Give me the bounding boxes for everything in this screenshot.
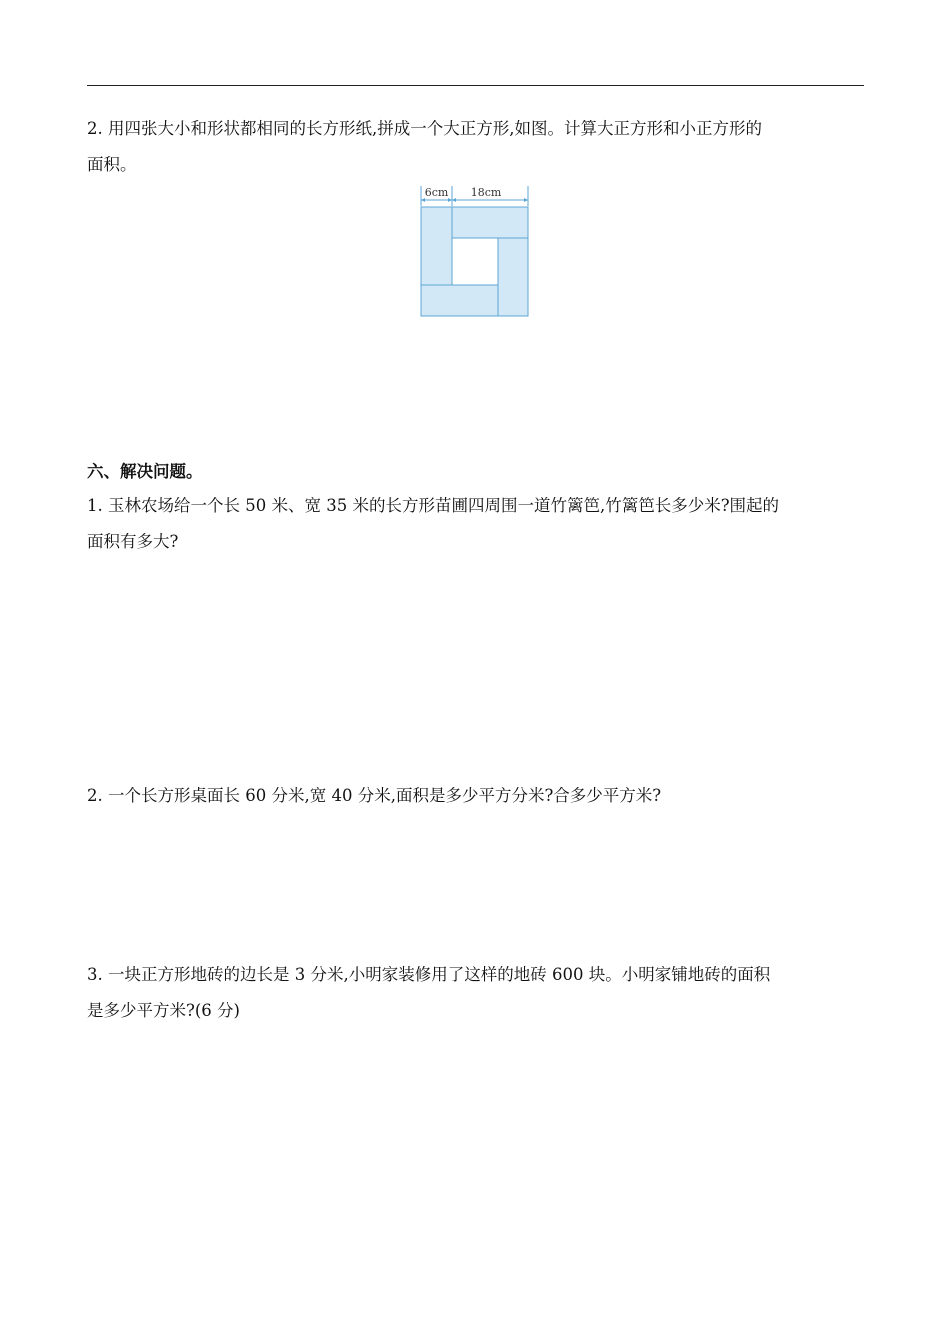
section-6-heading: 六、解决问题。 [87,462,203,481]
arrow-icon [524,198,528,202]
label-18cm: 18cm [470,186,502,199]
header-rule [87,85,864,86]
rect-bottom [421,285,498,316]
rect-top [452,207,528,238]
question-6-1-line-1: 1. 玉林农场给一个长 50 米、宽 35 米的长方形苗圃四周围一道竹篱笆,竹篱笆长多少米?围起的 [87,496,780,515]
inner-small-square [452,238,498,285]
question-6-1-line-2: 面积有多大? [87,532,179,551]
figure-svg [412,182,536,324]
label-6cm: 6cm [424,186,449,199]
question-6-3-line-2: 是多少平方米?(6 分) [87,1001,240,1020]
four-rectangles-square-figure [412,182,536,324]
arrow-icon [452,198,456,202]
arrow-icon [448,198,452,202]
question-5-2-line-2: 面积。 [87,155,137,174]
question-5-2-line-1: 2. 用四张大小和形状都相同的长方形纸,拼成一个大正方形,如图。计算大正方形和小正方形的 [87,119,762,138]
question-6-2-line-1: 2. 一个长方形桌面长 60 分米,宽 40 分米,面积是多少平方分米?合多少平方米? [87,786,662,805]
rect-right [498,238,528,316]
rect-left [421,207,452,285]
question-6-3-line-1: 3. 一块正方形地砖的边长是 3 分米,小明家装修用了这样的地砖 600 块。小明家铺地砖的面积 [87,965,771,984]
